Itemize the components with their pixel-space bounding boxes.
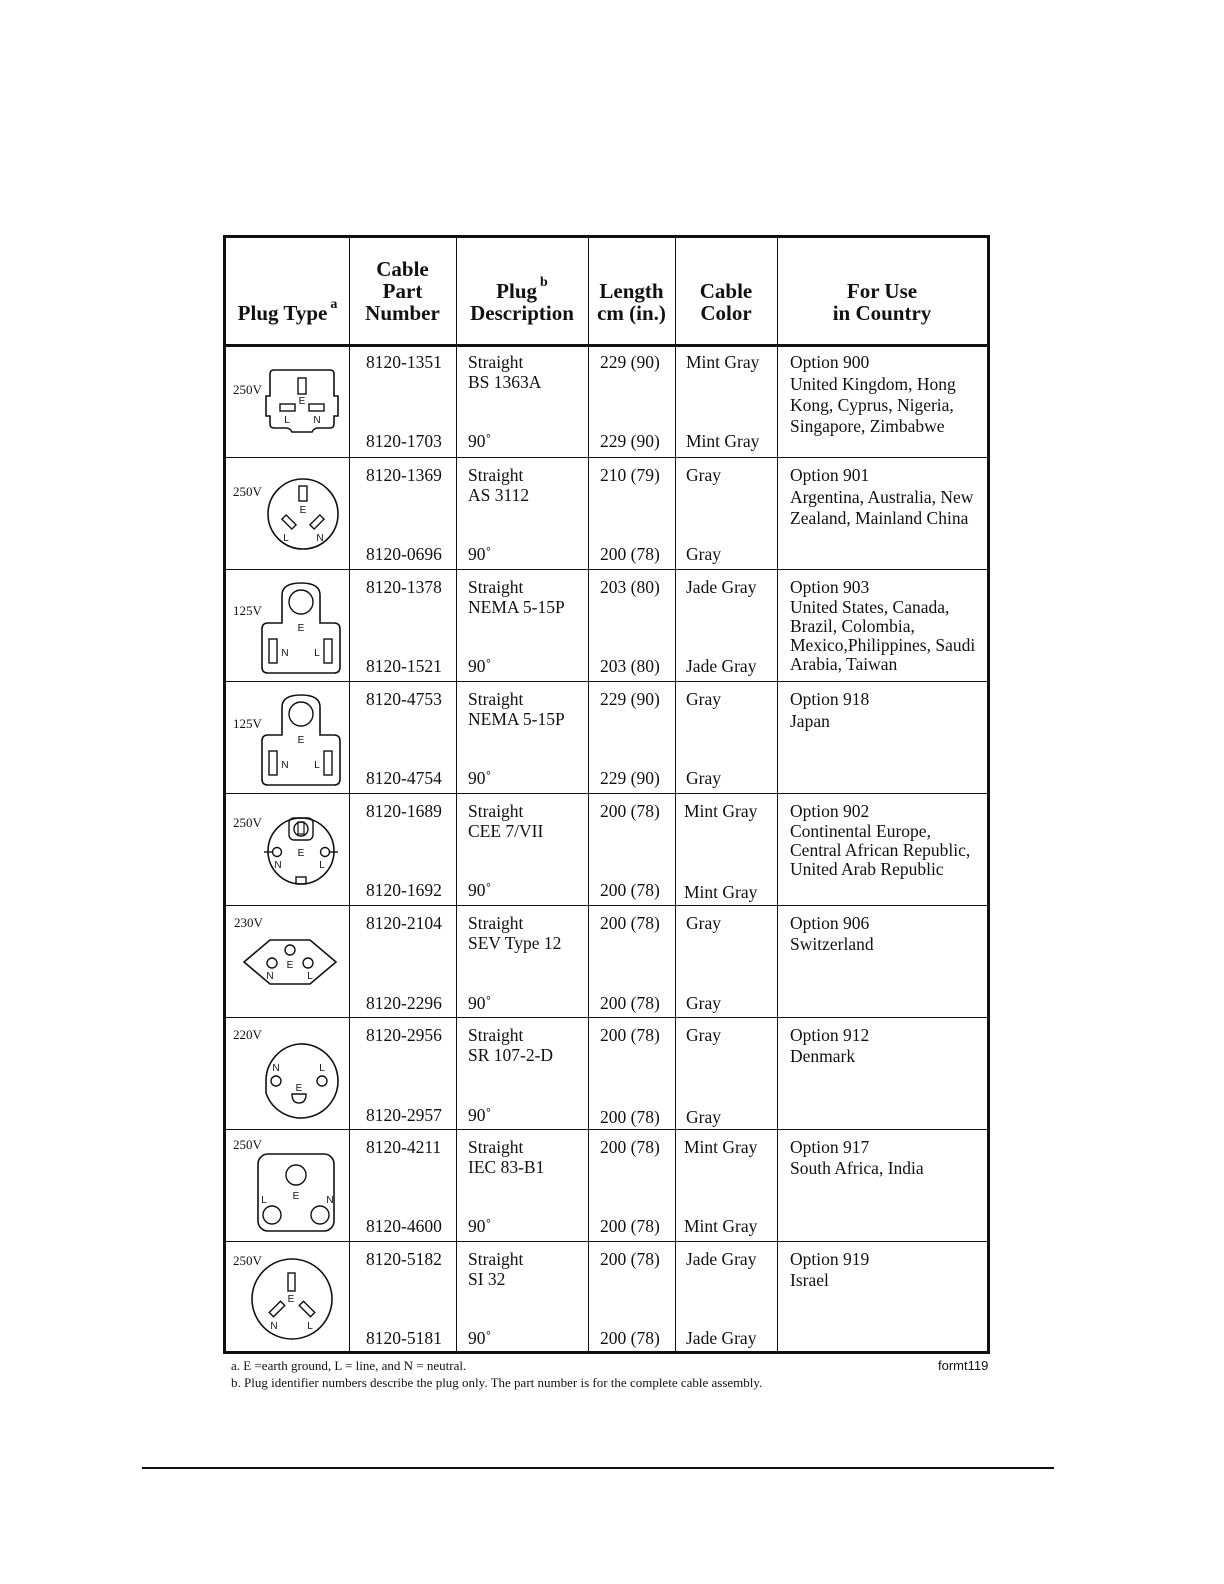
length-90: 200 (78) (600, 1216, 660, 1236)
option-number: Option 906 (790, 913, 870, 933)
pin-label-l: L (314, 760, 320, 771)
part-number-90: 8120-4600 (366, 1216, 442, 1236)
header-cable-color: Cable Color (699, 279, 753, 325)
pin-label-n: N (266, 971, 274, 982)
voltage-label: 230V (234, 915, 263, 930)
part-number-90: 8120-5181 (366, 1328, 442, 1348)
header-country: For Use in Country (832, 279, 932, 325)
pin-label-l: L (319, 1063, 325, 1074)
row-divider (226, 1241, 987, 1242)
plug-desc-90: 90˚ (468, 1216, 492, 1236)
pin-label-e: E (286, 960, 294, 971)
plug-desc-straight: Straight (468, 352, 524, 372)
part-number-90: 8120-1703 (366, 431, 442, 451)
power-cord-table (223, 235, 990, 1354)
row-divider (226, 569, 987, 570)
country-list: South Africa, India (790, 1158, 924, 1178)
part-number-straight: 8120-1369 (366, 465, 442, 485)
color-90: Gray (686, 1107, 721, 1127)
pin-label-e: E (297, 623, 305, 634)
country-list: Switzerland (790, 934, 874, 954)
length-straight: 229 (90) (600, 352, 660, 372)
length-straight: 203 (80) (600, 577, 660, 597)
part-number-90: 8120-0696 (366, 544, 442, 564)
plug-desc-90: 90˚ (468, 544, 492, 564)
voltage-label: 250V (233, 382, 262, 397)
plug-desc-standard: SI 32 (468, 1269, 506, 1289)
plug-as3112-icon (264, 475, 342, 553)
voltage-label: 250V (233, 1137, 262, 1152)
plug-desc-standard: BS 1363A (468, 372, 542, 392)
color-straight: Mint Gray (684, 801, 758, 821)
option-number: Option 903 (790, 577, 870, 597)
header-plug-description: Plug $^b$ Description (470, 275, 574, 325)
table-row (226, 459, 987, 569)
plug-desc-straight: Straight (468, 1249, 524, 1269)
color-90: Gray (686, 544, 721, 564)
part-number-straight: 8120-2104 (366, 913, 442, 933)
plug-desc-straight: Straight (468, 801, 524, 821)
plug-nema515-icon (258, 693, 344, 787)
option-number: Option 912 (790, 1025, 870, 1045)
plug-desc-straight: Straight (468, 465, 524, 485)
plug-desc-standard: SR 107-2-D (468, 1045, 554, 1065)
option-number: Option 918 (790, 689, 870, 709)
plug-desc-standard: SEV Type 12 (468, 933, 562, 953)
length-90: 229 (90) (600, 431, 660, 451)
option-number: Option 902 (790, 801, 870, 821)
header-length: Length cm (in.) (597, 279, 666, 325)
part-number-90: 8120-1692 (366, 880, 442, 900)
length-90: 200 (78) (600, 544, 660, 564)
table-row (226, 795, 987, 905)
plug-desc-90: 90˚ (468, 1105, 492, 1125)
pin-label-e: E (295, 1083, 303, 1094)
table-row (226, 346, 987, 457)
header-plug-type: Plug Type $^a$ (237, 297, 338, 325)
pin-label-l: L (307, 971, 313, 982)
option-number: Option 919 (790, 1249, 870, 1269)
part-number-90: 8120-4754 (366, 768, 442, 788)
voltage-label: 250V (233, 815, 262, 830)
length-90: 200 (78) (600, 1328, 660, 1348)
pin-label-e: E (299, 505, 307, 516)
pin-label-l: L (261, 1195, 267, 1206)
plug-sr107-icon (258, 1041, 340, 1119)
country-list: United States, Canada, Brazil, Colombia, Mexico,Philippines, Saudi Arabia, Taiwan (790, 597, 976, 674)
length-straight: 200 (78) (600, 1025, 660, 1045)
row-divider (226, 1017, 987, 1018)
pin-label-e: E (298, 396, 306, 407)
pin-label-e: E (297, 848, 305, 859)
color-90: Jade Gray (686, 656, 757, 676)
option-number: Option 900 (790, 352, 870, 372)
voltage-label: 220V (233, 1027, 262, 1042)
length-90: 200 (78) (600, 993, 660, 1013)
pin-label-n: N (272, 1063, 280, 1074)
color-straight: Mint Gray (684, 1137, 758, 1157)
length-90: 203 (80) (600, 656, 660, 676)
length-straight: 200 (78) (600, 801, 660, 821)
length-90: 200 (78) (600, 880, 660, 900)
color-90: Gray (686, 993, 721, 1013)
color-straight: Jade Gray (686, 577, 757, 597)
color-straight: Gray (686, 1025, 721, 1045)
part-number-straight: 8120-5182 (366, 1249, 442, 1269)
part-number-straight: 8120-1351 (366, 352, 442, 372)
pin-label-l: L (314, 648, 320, 659)
length-90: 229 (90) (600, 768, 660, 788)
part-number-90: 8120-2296 (366, 993, 442, 1013)
part-number-90: 8120-2957 (366, 1105, 442, 1125)
plug-desc-straight: Straight (468, 689, 524, 709)
color-straight: Mint Gray (686, 352, 760, 372)
part-number-straight: 8120-1378 (366, 577, 442, 597)
country-list: United Kingdom, Hong Kong, Cyprus, Nigeria, Singapore, Zimbabwe (790, 374, 956, 436)
table-row (226, 683, 987, 793)
table-row (226, 907, 987, 1017)
country-list: Japan (790, 711, 830, 731)
color-straight: Gray (686, 689, 721, 709)
plug-cee77-icon (258, 811, 344, 891)
plug-desc-standard: NEMA 5-15P (468, 597, 565, 617)
voltage-label: 125V (233, 716, 262, 731)
part-number-straight: 8120-1689 (366, 801, 442, 821)
voltage-label: 125V (233, 603, 262, 618)
voltage-label: 250V (233, 1253, 262, 1268)
length-straight: 229 (90) (600, 689, 660, 709)
country-list: Argentina, Australia, New Zealand, Mainland China (790, 487, 974, 528)
pin-label-e: E (292, 1191, 300, 1202)
color-90: Gray (686, 768, 721, 788)
part-number-straight: 8120-2956 (366, 1025, 442, 1045)
option-number: Option 901 (790, 465, 870, 485)
country-list: Israel (790, 1270, 829, 1290)
table-row (226, 1019, 987, 1129)
row-divider (226, 457, 987, 458)
pin-label-n: N (270, 1321, 278, 1332)
pin-label-n: N (313, 415, 321, 426)
plug-iec83b1-icon (254, 1151, 338, 1235)
plug-desc-90: 90˚ (468, 656, 492, 676)
pin-label-l: L (283, 533, 289, 544)
country-list: Denmark (790, 1046, 856, 1066)
row-divider (226, 793, 987, 794)
color-90: Jade Gray (686, 1328, 757, 1348)
length-90: 200 (78) (600, 1107, 660, 1127)
row-divider (226, 681, 987, 682)
plug-desc-90: 90˚ (468, 431, 492, 451)
pin-label-n: N (326, 1195, 334, 1206)
pin-label-n: N (281, 648, 289, 659)
pin-label-l: L (307, 1321, 313, 1332)
voltage-label: 250V (233, 484, 262, 499)
plug-desc-90: 90˚ (468, 1328, 492, 1348)
color-90: Mint Gray (686, 431, 760, 451)
pin-label-l: L (284, 415, 290, 426)
color-straight: Jade Gray (686, 1249, 757, 1269)
header-part-number: Cable Part Number (365, 257, 440, 325)
pin-label-l: L (319, 860, 325, 871)
length-straight: 200 (78) (600, 1137, 660, 1157)
plug-desc-standard: IEC 83-B1 (468, 1157, 545, 1177)
pin-label-n: N (274, 860, 282, 871)
pin-label-e: E (287, 1294, 295, 1305)
country-list: Continental Europe, Central African Republic, United Arab Republic (790, 821, 971, 879)
table-row (226, 571, 987, 681)
pin-label-e: E (297, 735, 305, 746)
part-number-straight: 8120-4211 (366, 1137, 442, 1157)
plug-desc-straight: Straight (468, 1137, 524, 1157)
length-straight: 200 (78) (600, 1249, 660, 1269)
plug-desc-90: 90˚ (468, 768, 492, 788)
length-straight: 200 (78) (600, 913, 660, 933)
plug-desc-straight: Straight (468, 913, 524, 933)
footnote-b: b. Plug identifier numbers describe the plug only. The part number is for the complete cable assembly. (231, 1375, 763, 1390)
color-straight: Gray (686, 913, 721, 933)
pin-label-n: N (281, 760, 289, 771)
page-bottom-rule (142, 1467, 1054, 1469)
length-straight: 210 (79) (600, 465, 660, 485)
plug-bs1363-icon (260, 358, 344, 442)
color-straight: Gray (686, 465, 721, 485)
row-divider (226, 1129, 987, 1130)
plug-desc-standard: AS 3112 (468, 485, 530, 505)
part-number-straight: 8120-4753 (366, 689, 442, 709)
table-row (226, 1243, 987, 1351)
footnote-a: a. E =earth ground, L = line, and N = neutral. (231, 1358, 467, 1373)
plug-nema515-icon (258, 581, 344, 675)
pin-label-n: N (316, 533, 324, 544)
part-number-90: 8120-1521 (366, 656, 442, 676)
plug-desc-standard: CEE 7/VII (468, 821, 544, 841)
plug-desc-straight: Straight (468, 577, 524, 597)
plug-desc-90: 90˚ (468, 993, 492, 1013)
plug-si32-icon (248, 1255, 336, 1343)
plug-desc-standard: NEMA 5-15P (468, 709, 565, 729)
plug-desc-straight: Straight (468, 1025, 524, 1045)
plug-desc-90: 90˚ (468, 880, 492, 900)
option-number: Option 917 (790, 1137, 870, 1157)
color-90: Mint Gray (684, 1216, 758, 1236)
color-90: Mint Gray (684, 882, 758, 902)
plug-sev12-icon (240, 937, 340, 987)
table-row (226, 1131, 987, 1241)
row-divider (226, 905, 987, 906)
figure-id: formt119 (938, 1358, 989, 1373)
